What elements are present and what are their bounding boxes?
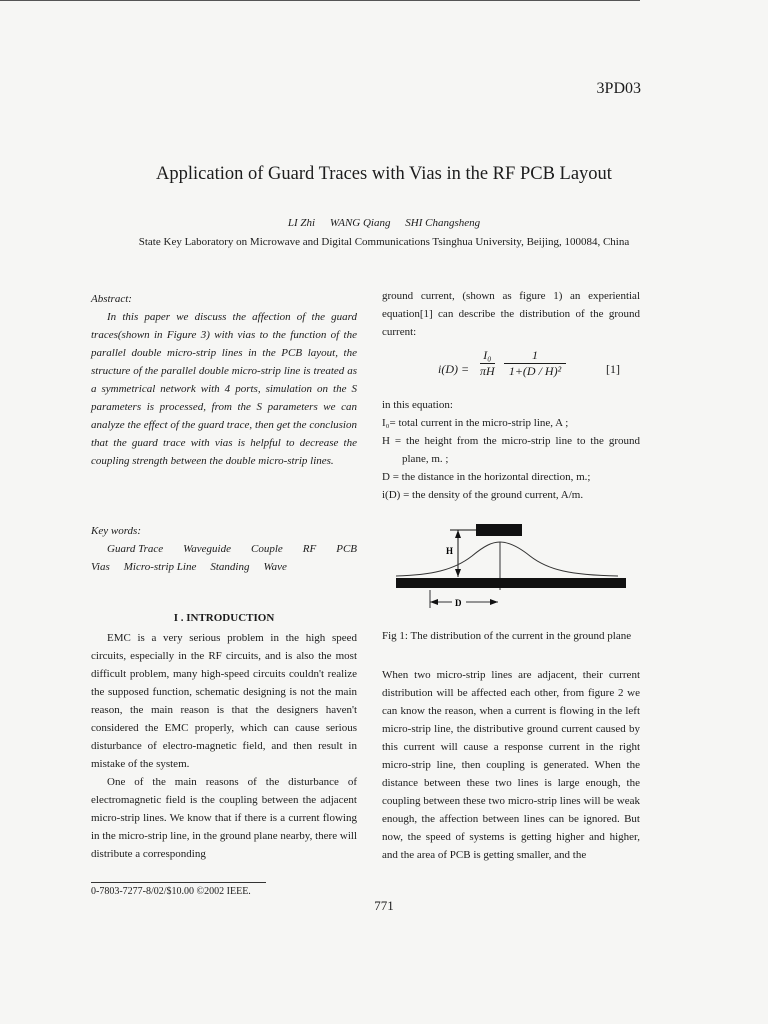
right-intro-paragraph: ground current, (shown as figure 1) an experiential equation[1] can describe the distribution of the ground current:: [382, 290, 640, 338]
equation-numerator: 1: [504, 348, 566, 364]
micro-strip-line: [476, 524, 522, 536]
affiliation: State Key Laboratory on Microwave and Digital Communications Tsinghua University, Beijing, 100084, China: [138, 236, 630, 248]
distance-label: D: [455, 598, 462, 608]
keyword: Couple: [250, 543, 283, 555]
equation-definitions: [382, 396, 640, 504]
figure-caption: Fig 1: The distribution of the current in the ground plane: [382, 630, 632, 642]
keyword: PCB: [336, 543, 357, 555]
paper-code: 3PD03: [596, 80, 641, 97]
intro-body: [91, 629, 357, 863]
keyword: Waveguide: [183, 543, 231, 555]
top-rule: [0, 0, 640, 1]
author-list: [0, 217, 768, 229]
keyword: Wave: [263, 561, 287, 573]
arrow-up-icon: [455, 530, 461, 538]
intro-paragraph: One of the main reasons of the disturbance of electromagnetic field is the coupling between the adjacent micro-strip lines. We know that if there is a current flowing in the micro-strip line, in the ground plane nearby, there will distribute a corresponding: [91, 776, 357, 860]
author-name: WANG Qiang: [329, 217, 391, 229]
ground-plane: [396, 578, 626, 588]
arrow-left-icon: [430, 599, 438, 605]
abstract-text: In this paper we discuss the affection of the guard traces(shown in Figure 3) with vias to the function of the parallel double micro-strip lines in the PCB layout, the structure of the parallel double micro-strip line is treated as a symmetrical network with 4 ports, simulation on the S parameters is processed, from the S parameters we can analyze the effect of the guard trace, then get the conclusion that the guard trace with vias is helpful to decrease the coupling strength between the double micro-strip lines.: [91, 311, 357, 467]
definition-item: H = the height from the micro-strip line to the ground plane, m. ;: [382, 435, 640, 465]
equation-numerator: I₀: [480, 348, 495, 364]
keyword: Guard Trace: [107, 543, 164, 555]
right-body-paragraph: When two micro-strip lines are adjacent, their current distribution will be affected each other, from figure 2 we can know the reason, when a current is flowing in the left micro-strip line, the distributive ground current caused by this current will cause a response current in the right micro-strip line, then coupling is generated. When the distance between these two lines is large enough, the coupling between these two micro-strip lines will be weak enough, the affection between lines can be ignored. But now, the speed of systems is getting higher and higher, and the area of PCB is getting smaller, and the: [382, 669, 640, 861]
copyright-footnote: 0-7803-7277-8/02/$10.00 ©2002 IEEE.: [91, 886, 251, 897]
intro-paragraph: EMC is a very serious problem in the high speed circuits, especially in the RF circuits, and is also the most difficult problem, many high-speed circuits couldn't realize the supposed function, schematic designing is not the main reason, the main reason is that the designers haven't considered the EMC properly, which can cause serious disturbance of electro-magnetic field, and then result in mistake of the system.: [91, 632, 357, 770]
keywords-row: [91, 540, 357, 558]
equation-number: [1]: [606, 362, 620, 376]
keyword: RF: [302, 543, 317, 555]
author-name: SHI Changsheng: [405, 217, 481, 229]
keyword: Micro-strip Line: [123, 561, 197, 573]
keywords-label: Key words:: [91, 525, 142, 537]
definitions-intro: in this equation:: [382, 399, 453, 411]
keyword: Vias: [91, 561, 110, 573]
figure-1-diagram: [392, 520, 632, 620]
current-distribution-curve: [396, 542, 618, 576]
equation-fraction: [504, 348, 566, 379]
arrow-down-icon: [455, 569, 461, 577]
equation-denominator: πH: [480, 364, 495, 378]
abstract-block: [91, 290, 357, 470]
equation: [382, 348, 640, 390]
definition-item: D = the distance in the horizontal direction, m.;: [382, 471, 591, 483]
height-label: H: [446, 546, 454, 556]
definition-item: i(D) = the density of the ground current, A/m.: [382, 489, 584, 501]
equation-lhs: i(D) =: [438, 362, 470, 376]
keywords-row: [91, 558, 357, 576]
arrow-right-icon: [490, 599, 498, 605]
section-heading: I . INTRODUCTION: [173, 612, 275, 624]
keyword: Standing: [210, 561, 250, 573]
keywords-block: [91, 522, 357, 576]
equation-denominator: 1+(D / H)²: [508, 364, 562, 378]
abstract-label: Abstract:: [91, 293, 132, 305]
footnote-rule: [91, 882, 266, 883]
equation-fraction: [480, 348, 495, 379]
definition-item: I₀= total current in the micro-strip line, A ;: [382, 417, 569, 429]
author-name: LI Zhi: [287, 217, 316, 229]
page-number: 771: [374, 898, 394, 913]
paper-title: Application of Guard Traces with Vias in the RF PCB Layout: [156, 164, 612, 184]
